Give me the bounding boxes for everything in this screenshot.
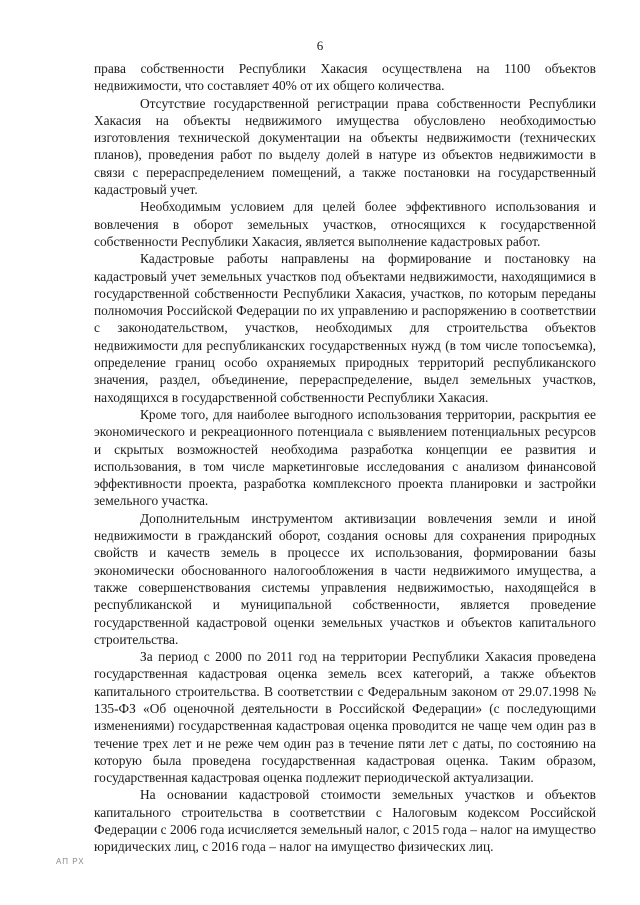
paragraph: Дополнительным инструментом активизации вовлечения земли и иной недвижимости в гражданский оборот, создания основы для сохранения природных свойств и качеств земель в процессе их использования, формировании базы экономически обоснованного налогообложения в части недвижимого имущества, а также совершенствования системы управления недвижимостью, находящейся в республиканской и муниципальной собственности, является проведение государственной кадастровой оценки земельных участков и объектов капитального строительства. <box>94 510 596 647</box>
paragraph: На основании кадастровой стоимости земельных участков и объектов капитального строительства в соответствии с Налоговым кодексом Российской Федерации с 2006 года исчисляется земельный налог, с 2015 года – налог на имущество юридических лиц, с 2016 года – налог на имущество физических лиц. <box>94 787 596 855</box>
paragraph-continued: права собственности Республики Хакасия осуществлена на 1100 объектов недвижимости, что составляет 40% от их общего количества. <box>94 61 596 94</box>
paragraph: Отсутствие государственной регистрации права собственности Республики Хакасия на объекты недвижимого имущества обусловлено необходимостью изготовления технической документации на объекты недвижимости (технических планов), проведения работ по выделу долей в натуре из объектов недвижимости в связи с перераспределением помещений, а также постановки на государственный кадастровый учет. <box>94 95 596 198</box>
paragraph: Кадастровые работы направлены на формирование и постановку на кадастровый учет земельных участков под объектами недвижимости, находящимися в государственной собственности Республики Хакасия, участков, по которым переданы полномочия Российской Федерации по их управлению и распоряжению в соответствии с законодательством, участков, необходимых для строительства объектов недвижимости для республиканских государственных нужд (в том числе топосъемка), определение границ особо охраняемых природных территорий республиканского значения, раздел, объединение, перераспределение, выдел земельных участков, находящихся в государственной собственности Республики Хакасия. <box>94 251 596 405</box>
paragraph: Кроме того, для наиболее выгодного использования территории, раскрытия ее экономического и рекреационного потенциала с выявлением потенциальных ресурсов и скрытых возможностей необходима разработка концепции ее развития и использования, в том числе маркетинговые исследования с анализом финансовой эффективности проекта, разработка комплексного проекта планировки и застройки земельного участка. <box>94 406 596 509</box>
footer-watermark: АП РХ <box>56 857 85 866</box>
paragraph: За период с 2000 по 2011 год на территории Республики Хакасия проведена государственная кадастровая оценка земель всех категорий, а также объектов капитального строительства. В соответствии с Федеральным законом от 29.07.1998 № 135-ФЗ «Об оценочной деятельности в Российской Федерации» (с последующими изменениями) государственная кадастровая оценка проводится не чаще чем один раз в течение трех лет и не реже чем один раз в течение пяти лет с даты, по состоянию на которую была проведена государственная кадастровая оценка. Таким образом, государственная кадастровая оценка подлежит периодической актуализации. <box>94 649 596 786</box>
page-number: 6 <box>316 38 324 53</box>
paragraph: Необходимым условием для целей более эффективного использования и вовлечения в оборот земельных участков, относящихся к государственной собственности Республики Хакасия, является выполнение кадастровых работ. <box>94 199 596 249</box>
document-body <box>94 60 596 856</box>
